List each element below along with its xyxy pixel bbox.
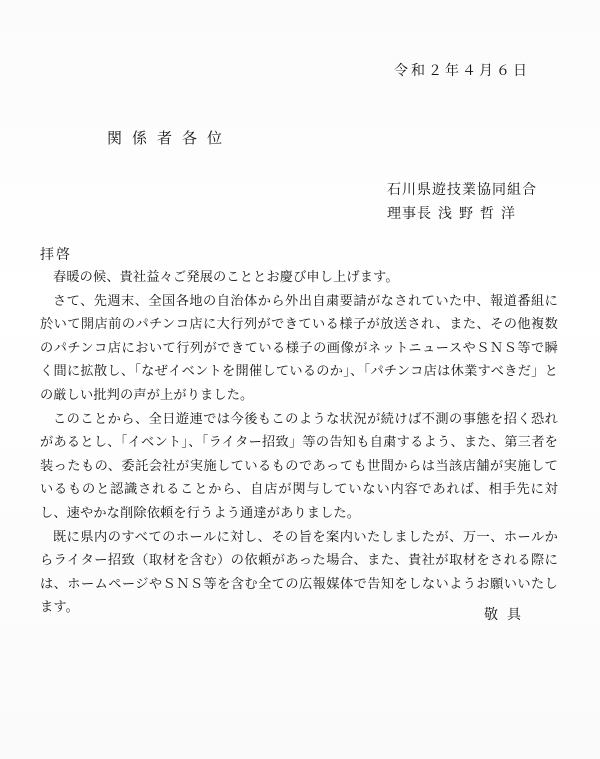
closing-remark: 敬具 xyxy=(484,607,530,623)
sender-signature xyxy=(387,202,537,226)
sender-block xyxy=(387,178,537,226)
recipients-heading: 関係者各位 xyxy=(107,129,233,147)
body-paragraph: このことから、全日遊連では今後もこのような状況が続けば不測の事態を招く恐れがあるとし、「イベント」、「ライター招致」等の告知も自粛するよう、また、第三者を装ったもの、委託会社が実施しているものであっても世間からは当該店舗が実施しているものと認識されることから、自店が関与していない内容であれば、相手先に対し、速やかな削除依頼を行うよう通達がありました。 xyxy=(40,411,558,521)
body-paragraph: 既に県内のすべてのホールに対し、その旨を案内いたしましたが、万一、ホールからライター招致（取材を含む）の依頼があった場合、また、貴社が取材をされる際には、ホームページやＳＮＳ等を含む全ての広報媒体で告知をしないようお願いいたします。 xyxy=(40,529,558,616)
body-paragraph: さて、先週末、全国各地の自治体から外出自粛要請がなされていた中、報道番組に於いて開店前のパチンコ店に大行列ができている様子が放送され、また、その他複数のパチンコ店において行列ができている様子の画像がネットニュースやＳＮＳ等で瞬く間に拡散し、「なぜイベントを開催しているのか」、「パチンコ店は休業すべきだ」との厳しい批判の声が上がりました。 xyxy=(40,293,558,403)
letter-body xyxy=(40,266,558,620)
body-paragraph: 春暖の候、貴社益々ご発展のこととお慶び申し上げます。 xyxy=(53,270,399,285)
greeting: 拝啓 xyxy=(40,247,72,263)
sender-name: 浅野哲洋 xyxy=(438,206,522,222)
letter-date: 令和２年４月６日 xyxy=(394,63,530,79)
sender-title: 理事長 xyxy=(387,206,432,222)
sender-organization: 石川県遊技業協同組合 xyxy=(387,182,537,198)
